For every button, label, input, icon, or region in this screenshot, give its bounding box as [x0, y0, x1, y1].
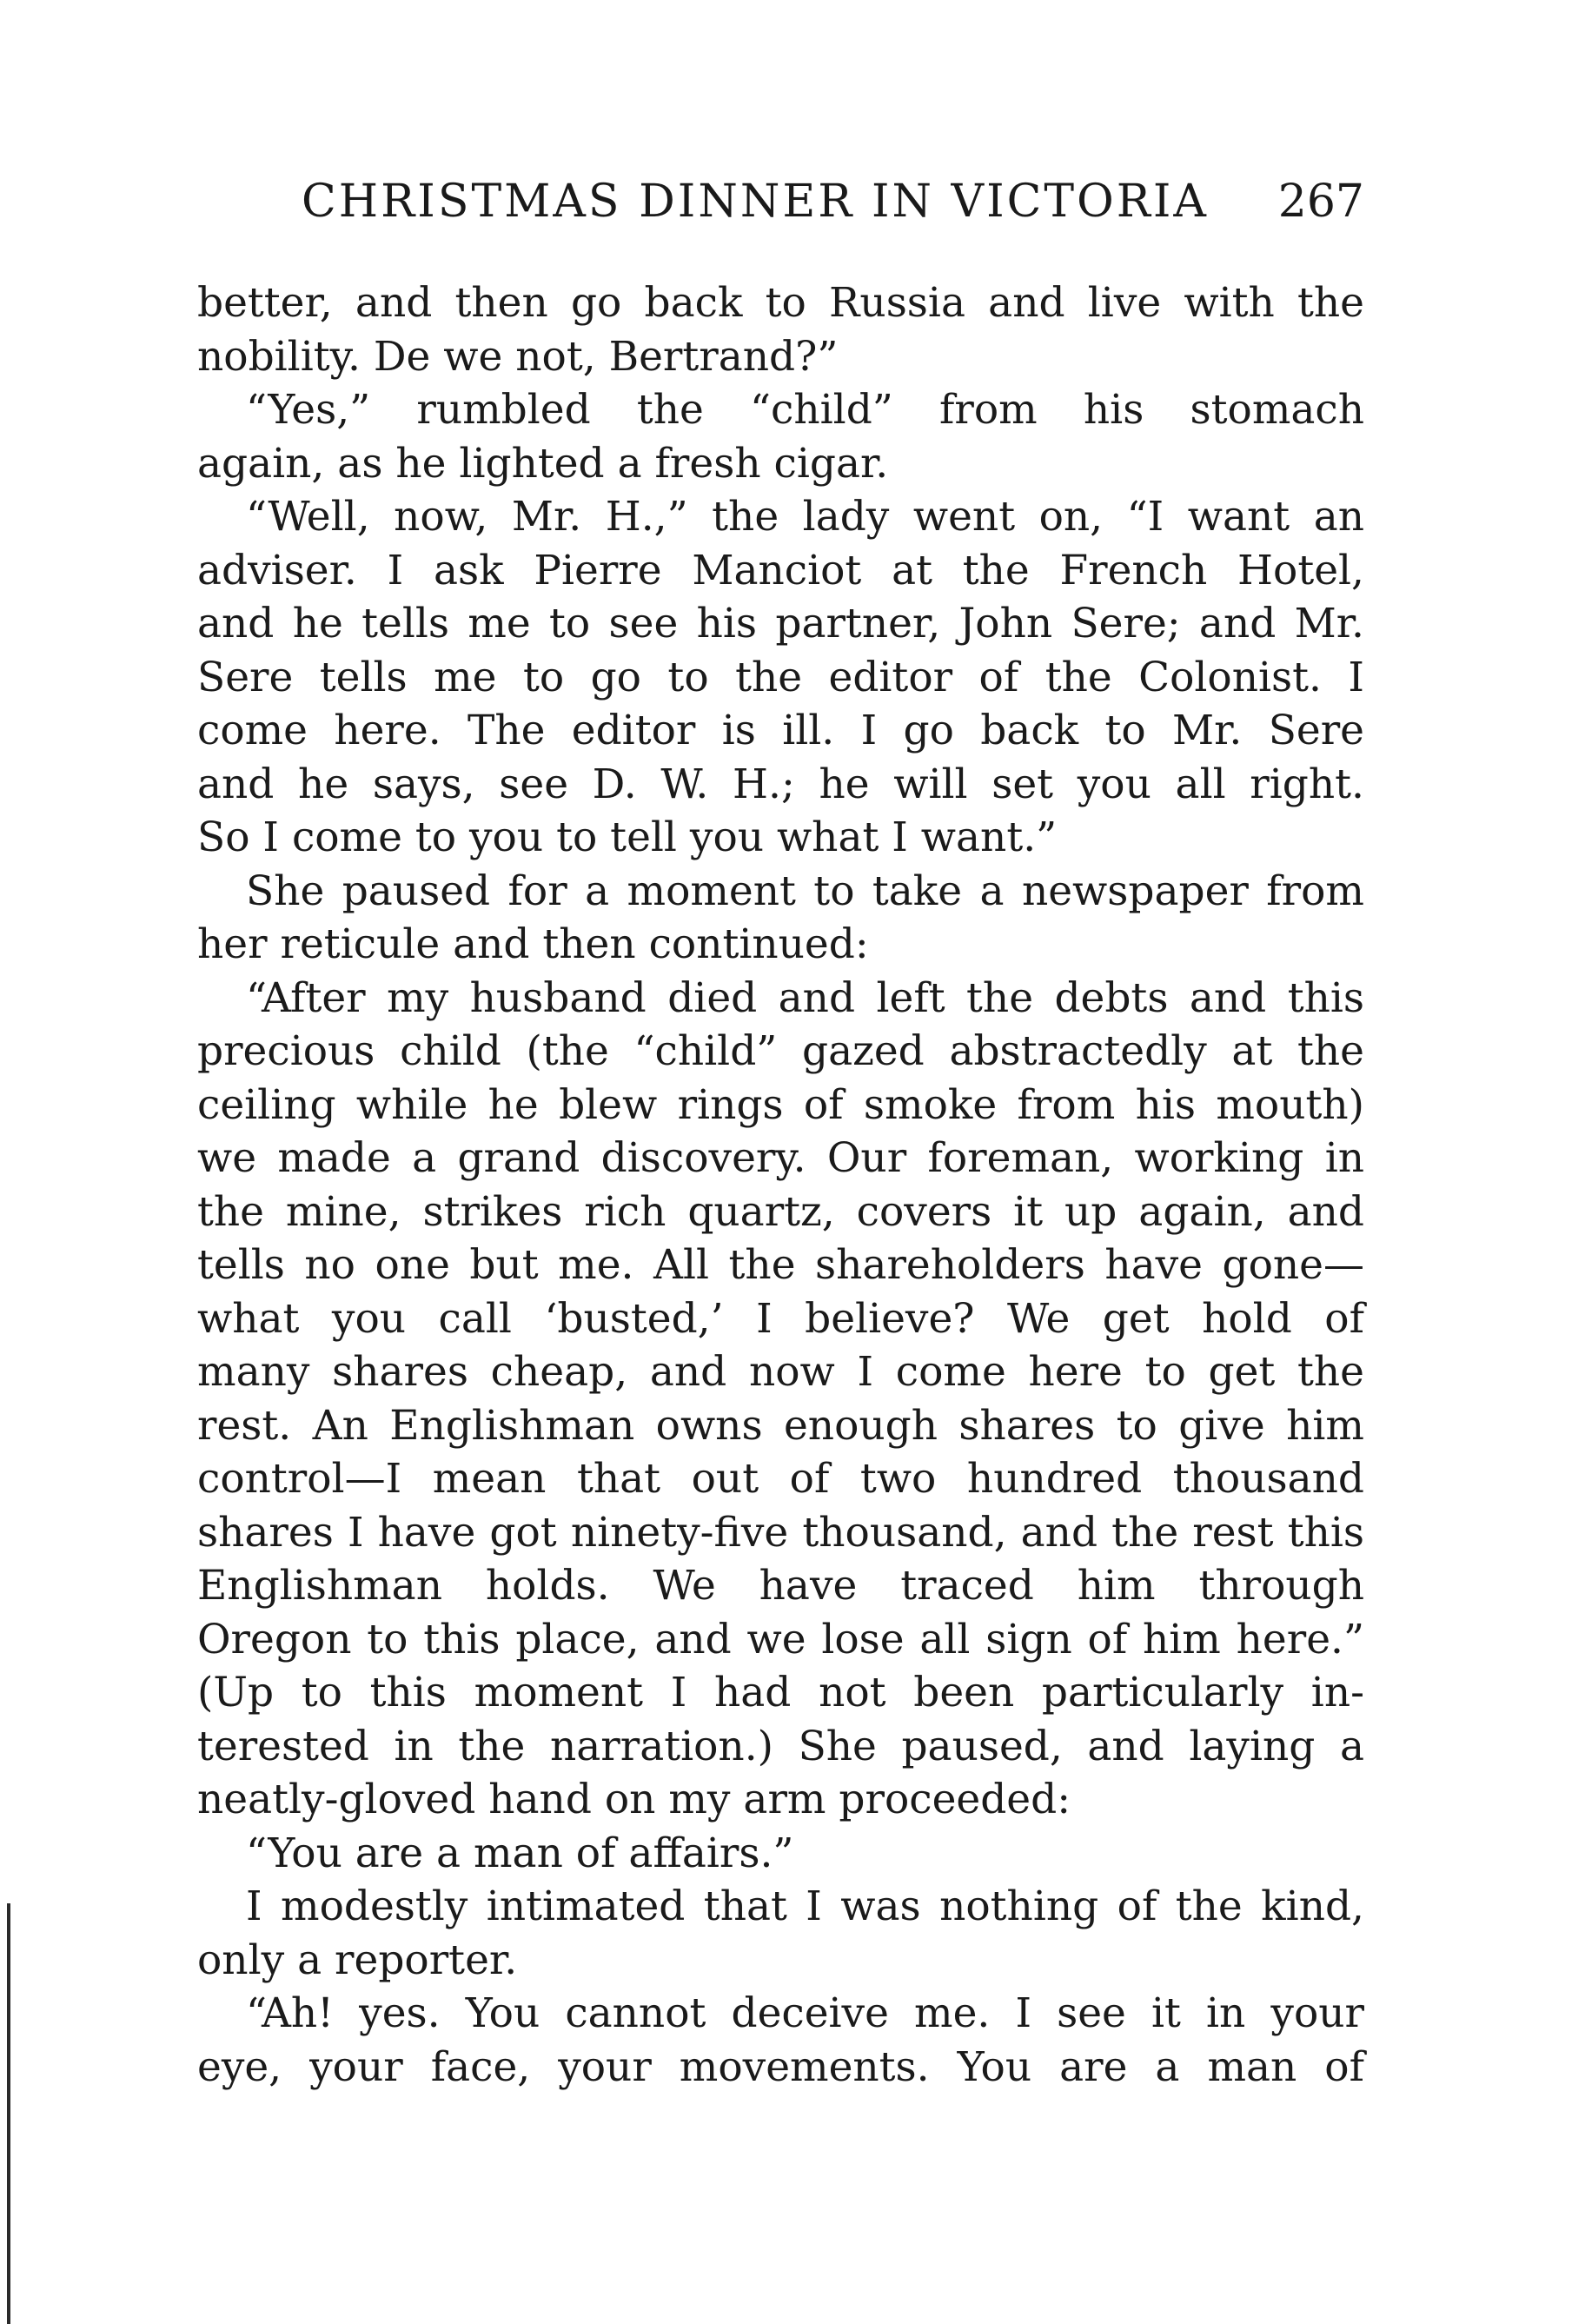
running-title: CHRISTMAS DINNER IN VICTORIA — [302, 176, 1209, 228]
text-line-22: rest. An Englishman owns enough shares to give him — [197, 1401, 1364, 1450]
text-line-20: what you call ‘busted,’ I believe? We get hold of — [197, 1294, 1364, 1343]
text-line-11: So I come to you to tell you what I want.” — [197, 813, 1058, 861]
text-line-31: I modestly intimated that I was nothing of the kind, — [246, 1882, 1364, 1930]
text-line-14: “After my husband died and left the debts and this — [246, 973, 1364, 1022]
text-line-9: come here. The editor is ill. I go back to Mr. Sere — [197, 707, 1364, 754]
body-text — [197, 276, 1364, 2094]
text-line-21: many shares cheap, and now I come here to get the — [197, 1348, 1364, 1396]
running-head — [197, 170, 1364, 233]
text-line-32: only a reporter. — [197, 1936, 518, 1984]
text-line-13: her reticule and then continued: — [197, 920, 869, 968]
text-line-4: again, as he lighted a fresh cigar. — [197, 439, 889, 488]
text-line-34: eye, your face, your movements. You are a man of — [197, 2042, 1364, 2091]
text-line-7: and he tells me to see his partner, John Sere; and Mr. — [197, 600, 1364, 647]
text-line-27: (Up to this moment I had not been particularly in- — [197, 1669, 1364, 1716]
text-line-17: we made a grand discovery. Our foreman, working in — [197, 1134, 1364, 1182]
text-line-33: “Ah! yes. You cannot deceive me. I see it in your — [246, 1989, 1364, 2037]
page-number: 267 — [1277, 176, 1364, 228]
text-line-26: Oregon to this place, and we lose all sign of him here.” — [197, 1615, 1364, 1663]
text-line-2: nobility. De we not, Bertrand?” — [197, 332, 839, 381]
text-line-29: neatly-gloved hand on my arm proceeded: — [197, 1776, 1071, 1823]
text-line-28: terested in the narration.) She paused, and laying a — [197, 1722, 1364, 1770]
text-line-16: ceiling while he blew rings of smoke from his mouth) — [197, 1080, 1364, 1129]
text-line-15: precious child (the “child” gazed abstractedly at the — [197, 1027, 1364, 1075]
text-line-23: control—I mean that out of two hundred thousand — [197, 1455, 1364, 1503]
text-line-3: “Yes,” rumbled the “child” from his stomach — [246, 386, 1364, 434]
text-line-25: Englishman holds. We have traced him through — [197, 1562, 1364, 1610]
text-line-30: “You are a man of affairs.” — [246, 1829, 794, 1877]
text-line-8: Sere tells me to go to the editor of the Colonist. I — [197, 653, 1364, 701]
text-line-18: the mine, strikes rich quartz, covers it up again, and — [197, 1187, 1364, 1236]
text-line-1: better, and then go back to Russia and live with the — [197, 279, 1364, 327]
text-line-12: She paused for a moment to take a newspaper from — [246, 867, 1364, 915]
text-line-6: adviser. I ask Pierre Manciot at the French Hotel, — [197, 546, 1364, 594]
text-line-24: shares I have got ninety-five thousand, and the rest this — [197, 1508, 1364, 1557]
text-line-19: tells no one but me. All the shareholders have gone— — [197, 1241, 1364, 1289]
text-line-5: “Well, now, Mr. H.,” the lady went on, “I want an — [246, 493, 1364, 541]
text-line-10: and he says, see D. W. H.; he will set you all right. — [197, 760, 1364, 808]
scan-edge-rule — [7, 1903, 10, 2324]
